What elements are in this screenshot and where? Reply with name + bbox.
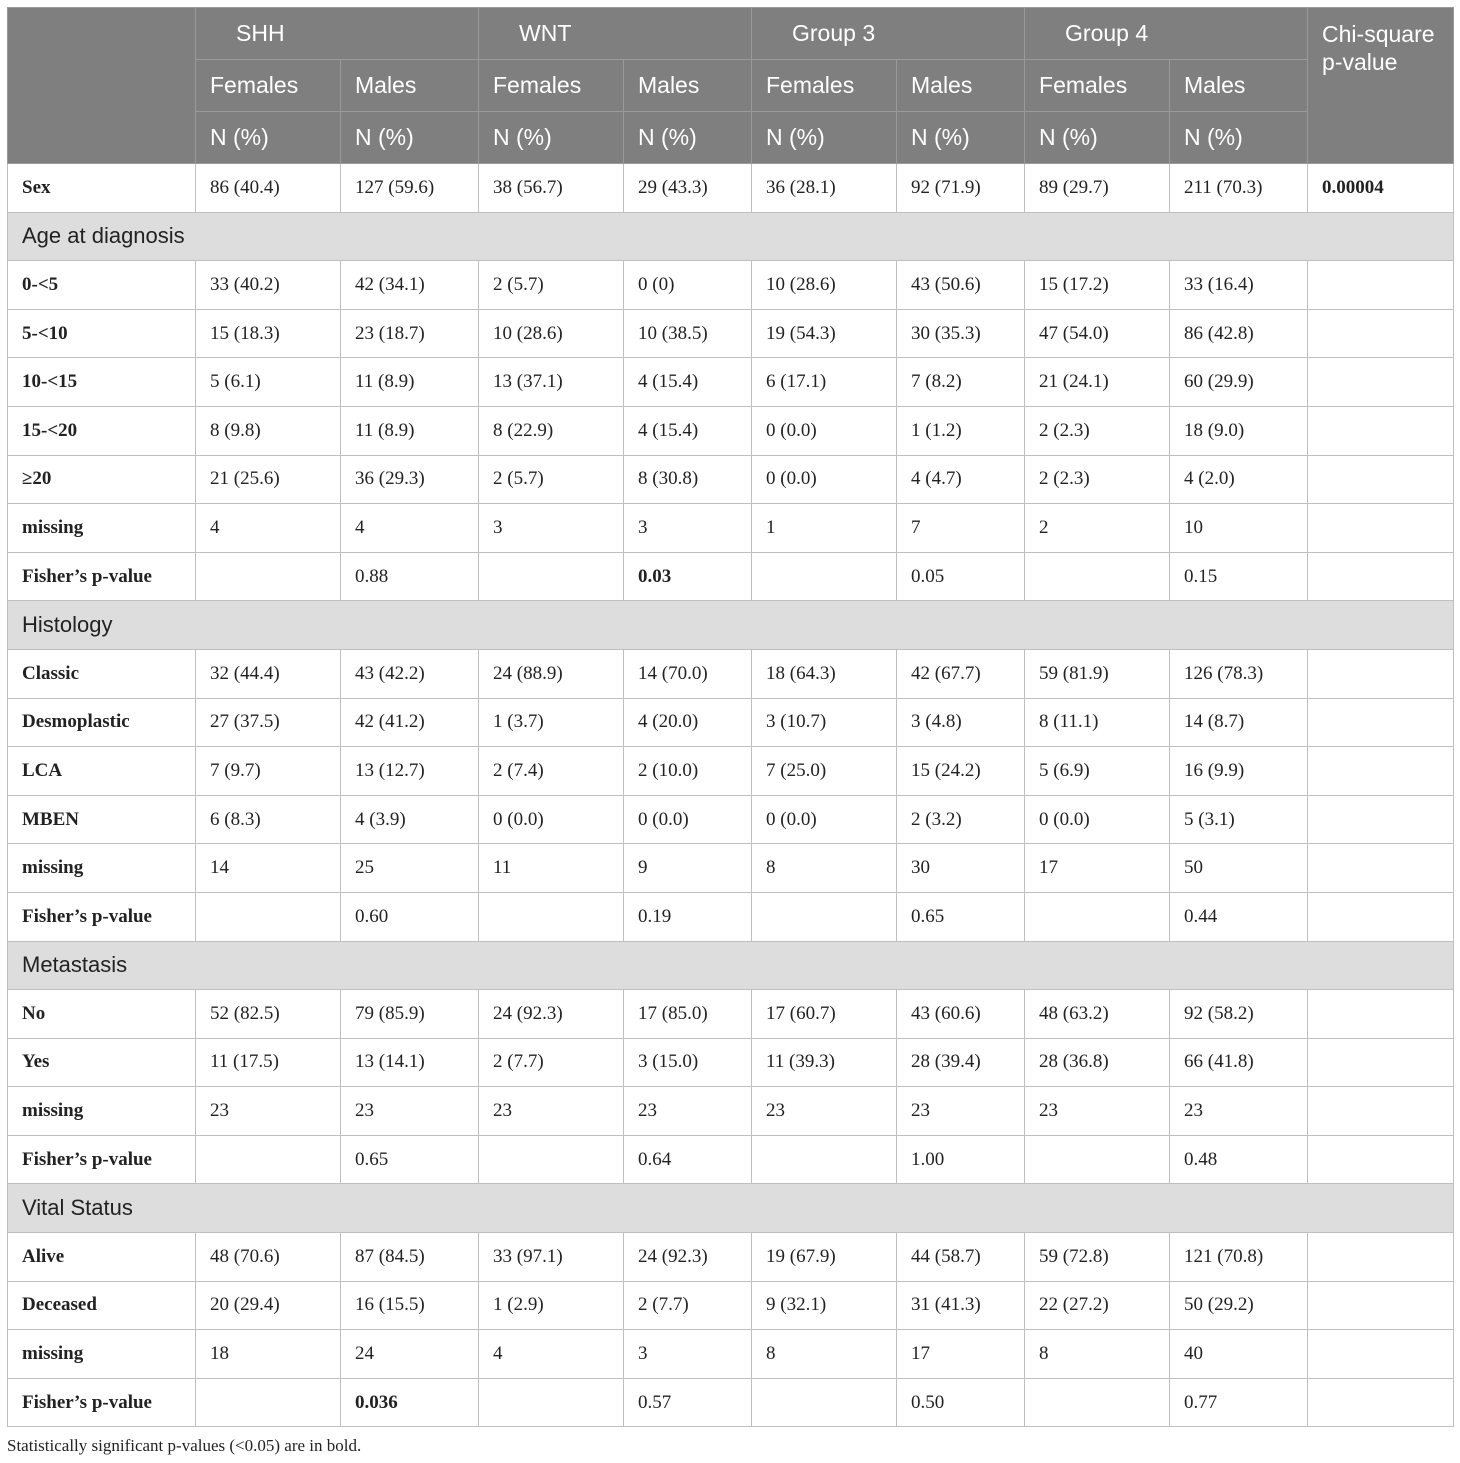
- table-cell: 33 (16.4): [1170, 261, 1308, 310]
- table-cell: 21 (24.1): [1025, 358, 1170, 407]
- table-row: [8, 1281, 1454, 1330]
- table-cell: 14 (8.7): [1170, 698, 1308, 747]
- chi-square-cell: [1308, 1233, 1454, 1282]
- sex-header: Males: [1170, 60, 1308, 112]
- table-cell: [1025, 892, 1170, 941]
- row-label: No: [8, 990, 196, 1039]
- table-cell: 8 (9.8): [196, 406, 341, 455]
- table-cell: [752, 892, 897, 941]
- table-cell: 11 (8.9): [341, 406, 479, 455]
- table-cell: 23: [1025, 1087, 1170, 1136]
- section-label: Age at diagnosis: [8, 212, 1454, 261]
- table-cell: 23: [196, 1087, 341, 1136]
- table-cell: 23: [1170, 1087, 1308, 1136]
- table-row: [8, 747, 1454, 796]
- table-cell: 4 (2.0): [1170, 455, 1308, 504]
- group-header-group3: Group 3: [752, 8, 1025, 60]
- table-cell: 43 (60.6): [897, 990, 1025, 1039]
- table-cell: [479, 1378, 624, 1427]
- table-cell: 7 (9.7): [196, 747, 341, 796]
- section-row: [8, 212, 1454, 261]
- table-cell: 42 (41.2): [341, 698, 479, 747]
- row-label: missing: [8, 504, 196, 553]
- row-label: 5-<10: [8, 309, 196, 358]
- table-cell: 28 (39.4): [897, 1038, 1025, 1087]
- chi-square-cell: [1308, 1038, 1454, 1087]
- row-label: 10-<15: [8, 358, 196, 407]
- table-cell: 5 (3.1): [1170, 795, 1308, 844]
- table-cell: 1 (1.2): [897, 406, 1025, 455]
- chi-square-cell: [1308, 552, 1454, 601]
- table-cell: 15 (17.2): [1025, 261, 1170, 310]
- table-cell: 31 (41.3): [897, 1281, 1025, 1330]
- table-cell: 13 (12.7): [341, 747, 479, 796]
- sex-header: Females: [479, 60, 624, 112]
- table-cell: 28 (36.8): [1025, 1038, 1170, 1087]
- table-cell: 86 (42.8): [1170, 309, 1308, 358]
- section-row: [8, 1184, 1454, 1233]
- chi-square-cell: [1308, 406, 1454, 455]
- table-cell: 8: [752, 844, 897, 893]
- table-cell: 24 (92.3): [624, 1233, 752, 1282]
- table-cell: 7 (8.2): [897, 358, 1025, 407]
- table-cell: 4: [479, 1330, 624, 1379]
- table-row: [8, 1233, 1454, 1282]
- chi-square-cell: [1308, 1087, 1454, 1136]
- chi-square-cell: [1308, 1330, 1454, 1379]
- table-cell: 24 (92.3): [479, 990, 624, 1039]
- chi-square-cell: [1308, 747, 1454, 796]
- section-label: Vital Status: [8, 1184, 1454, 1233]
- table-cell: 47 (54.0): [1025, 309, 1170, 358]
- table-row: [8, 698, 1454, 747]
- chi-square-cell: [1308, 358, 1454, 407]
- chi-square-cell: [1308, 1281, 1454, 1330]
- row-label: Fisher’s p-value: [8, 1378, 196, 1427]
- table-cell: 4: [196, 504, 341, 553]
- row-label: Sex: [8, 164, 196, 213]
- table-cell: [479, 892, 624, 941]
- table-cell: [1025, 1378, 1170, 1427]
- table-cell: 127 (59.6): [341, 164, 479, 213]
- table-cell: 50 (29.2): [1170, 1281, 1308, 1330]
- table-cell: 22 (27.2): [1025, 1281, 1170, 1330]
- table-cell: 33 (97.1): [479, 1233, 624, 1282]
- table-cell: 36 (28.1): [752, 164, 897, 213]
- unit-header: N (%): [196, 112, 341, 164]
- chi-square-cell: [1308, 504, 1454, 553]
- table-cell: 1 (2.9): [479, 1281, 624, 1330]
- group-header-wnt: WNT: [479, 8, 752, 60]
- table-cell: 10 (28.6): [479, 309, 624, 358]
- table-cell: 11 (8.9): [341, 358, 479, 407]
- section-label: Metastasis: [8, 941, 1454, 990]
- chi-label-line1: Chi-square: [1322, 21, 1435, 47]
- row-label: missing: [8, 1087, 196, 1136]
- table-cell: [479, 552, 624, 601]
- table-cell: 17 (60.7): [752, 990, 897, 1039]
- table-cell: 2 (5.7): [479, 455, 624, 504]
- table-cell: 89 (29.7): [1025, 164, 1170, 213]
- table-cell: 23: [897, 1087, 1025, 1136]
- table-cell: 3: [624, 1330, 752, 1379]
- table-cell: 50: [1170, 844, 1308, 893]
- table-cell: 43 (42.2): [341, 649, 479, 698]
- table-cell: 25: [341, 844, 479, 893]
- table-cell: 24 (88.9): [479, 649, 624, 698]
- table-cell: 2 (7.4): [479, 747, 624, 796]
- table-cell: 0 (0): [624, 261, 752, 310]
- table-cell: 4 (3.9): [341, 795, 479, 844]
- table-cell: 40: [1170, 1330, 1308, 1379]
- row-label: Fisher’s p-value: [8, 1135, 196, 1184]
- table-cell: 0.036: [341, 1378, 479, 1427]
- table-cell: 3: [624, 504, 752, 553]
- table-row: [8, 795, 1454, 844]
- section-row: [8, 601, 1454, 650]
- table-cell: [752, 1378, 897, 1427]
- table-row: [8, 261, 1454, 310]
- table-cell: 2 (10.0): [624, 747, 752, 796]
- table-cell: 60 (29.9): [1170, 358, 1308, 407]
- table-cell: [196, 892, 341, 941]
- chi-square-cell: [1308, 990, 1454, 1039]
- table-cell: 0.19: [624, 892, 752, 941]
- table-cell: 2 (3.2): [897, 795, 1025, 844]
- table-cell: 14 (70.0): [624, 649, 752, 698]
- unit-header: N (%): [1025, 112, 1170, 164]
- table-cell: 32 (44.4): [196, 649, 341, 698]
- table-cell: 23: [624, 1087, 752, 1136]
- table-cell: [196, 552, 341, 601]
- table-cell: 0 (0.0): [624, 795, 752, 844]
- table-cell: 0.65: [897, 892, 1025, 941]
- table-row: [8, 1087, 1454, 1136]
- table-cell: [1025, 1135, 1170, 1184]
- sex-header: Females: [752, 60, 897, 112]
- table-cell: 17: [897, 1330, 1025, 1379]
- unit-header: N (%): [897, 112, 1025, 164]
- table-cell: 4 (15.4): [624, 358, 752, 407]
- row-label: missing: [8, 1330, 196, 1379]
- sex-header: Males: [897, 60, 1025, 112]
- table-body: [8, 164, 1454, 1427]
- table-cell: 23: [752, 1087, 897, 1136]
- unit-header: N (%): [1170, 112, 1308, 164]
- section-row: [8, 941, 1454, 990]
- table-cell: 9 (32.1): [752, 1281, 897, 1330]
- table-cell: 0.64: [624, 1135, 752, 1184]
- table-cell: [752, 552, 897, 601]
- table-row: [8, 990, 1454, 1039]
- table-cell: 4 (4.7): [897, 455, 1025, 504]
- table-cell: 0.05: [897, 552, 1025, 601]
- row-label: ≥20: [8, 455, 196, 504]
- chi-square-header: [1308, 8, 1454, 164]
- table-cell: 16 (9.9): [1170, 747, 1308, 796]
- table-cell: 10 (38.5): [624, 309, 752, 358]
- table-cell: 4: [341, 504, 479, 553]
- table-cell: 79 (85.9): [341, 990, 479, 1039]
- table-cell: 2: [1025, 504, 1170, 553]
- table-cell: 6 (8.3): [196, 795, 341, 844]
- row-label: Classic: [8, 649, 196, 698]
- table-cell: 2 (5.7): [479, 261, 624, 310]
- table-cell: 10 (28.6): [752, 261, 897, 310]
- table-row: [8, 892, 1454, 941]
- table-cell: 23: [341, 1087, 479, 1136]
- table-cell: 59 (81.9): [1025, 649, 1170, 698]
- table-cell: [1025, 552, 1170, 601]
- row-label: Deceased: [8, 1281, 196, 1330]
- table-cell: 0.65: [341, 1135, 479, 1184]
- table-row: [8, 358, 1454, 407]
- table-row: [8, 455, 1454, 504]
- table-cell: 48 (63.2): [1025, 990, 1170, 1039]
- table-cell: 11: [479, 844, 624, 893]
- table-cell: 3 (4.8): [897, 698, 1025, 747]
- table-cell: 30: [897, 844, 1025, 893]
- table-row: [8, 1135, 1454, 1184]
- table-cell: 8: [752, 1330, 897, 1379]
- table-cell: 24: [341, 1330, 479, 1379]
- table-cell: 126 (78.3): [1170, 649, 1308, 698]
- table-cell: 0 (0.0): [752, 455, 897, 504]
- chi-label-line2: p-value: [1322, 49, 1398, 75]
- table-cell: 36 (29.3): [341, 455, 479, 504]
- table-cell: 8 (11.1): [1025, 698, 1170, 747]
- table-cell: 42 (67.7): [897, 649, 1025, 698]
- table-cell: 15 (24.2): [897, 747, 1025, 796]
- table-cell: 86 (40.4): [196, 164, 341, 213]
- sex-header: Males: [341, 60, 479, 112]
- table-cell: 0.03: [624, 552, 752, 601]
- table-cell: 0.88: [341, 552, 479, 601]
- row-label: 15-<20: [8, 406, 196, 455]
- table-cell: 0.44: [1170, 892, 1308, 941]
- row-label: Fisher’s p-value: [8, 892, 196, 941]
- table-cell: 1.00: [897, 1135, 1025, 1184]
- table-cell: 1 (3.7): [479, 698, 624, 747]
- table-row: [8, 649, 1454, 698]
- unit-header: N (%): [341, 112, 479, 164]
- header-corner: [8, 8, 196, 164]
- sex-header: Males: [624, 60, 752, 112]
- table-cell: 66 (41.8): [1170, 1038, 1308, 1087]
- table-cell: 4 (15.4): [624, 406, 752, 455]
- table-cell: 17 (85.0): [624, 990, 752, 1039]
- sex-header: Females: [196, 60, 341, 112]
- table-cell: 8: [1025, 1330, 1170, 1379]
- table-cell: 0 (0.0): [752, 795, 897, 844]
- row-label: Alive: [8, 1233, 196, 1282]
- table-cell: 0.48: [1170, 1135, 1308, 1184]
- table-cell: 18: [196, 1330, 341, 1379]
- table-cell: 7: [897, 504, 1025, 553]
- chi-square-cell: [1308, 698, 1454, 747]
- table-cell: 2 (7.7): [624, 1281, 752, 1330]
- table-cell: 27 (37.5): [196, 698, 341, 747]
- table-cell: [479, 1135, 624, 1184]
- table-cell: 16 (15.5): [341, 1281, 479, 1330]
- table-cell: 92 (71.9): [897, 164, 1025, 213]
- table-cell: 92 (58.2): [1170, 990, 1308, 1039]
- table-cell: 43 (50.6): [897, 261, 1025, 310]
- table-row: [8, 164, 1454, 213]
- row-label: Yes: [8, 1038, 196, 1087]
- table-cell: 17: [1025, 844, 1170, 893]
- table-cell: 0.77: [1170, 1378, 1308, 1427]
- table-cell: 23 (18.7): [341, 309, 479, 358]
- table-cell: 7 (25.0): [752, 747, 897, 796]
- table-cell: 5 (6.9): [1025, 747, 1170, 796]
- table-row: [8, 1038, 1454, 1087]
- chi-square-cell: [1308, 795, 1454, 844]
- row-label: 0-<5: [8, 261, 196, 310]
- table-cell: 0.50: [897, 1378, 1025, 1427]
- footnote: Statistically significant p-values (<0.05) are in bold.: [7, 1436, 362, 1455]
- unit-header: N (%): [624, 112, 752, 164]
- chi-square-cell: [1308, 261, 1454, 310]
- table-cell: 1: [752, 504, 897, 553]
- table-cell: 3: [479, 504, 624, 553]
- row-label: Desmoplastic: [8, 698, 196, 747]
- table-cell: 11 (39.3): [752, 1038, 897, 1087]
- table-cell: 52 (82.5): [196, 990, 341, 1039]
- table-cell: 48 (70.6): [196, 1233, 341, 1282]
- table-row: [8, 844, 1454, 893]
- data-table: [7, 7, 1454, 1427]
- chi-square-cell: [1308, 649, 1454, 698]
- sex-header: Females: [1025, 60, 1170, 112]
- group-header-shh: SHH: [196, 8, 479, 60]
- table-cell: 29 (43.3): [624, 164, 752, 213]
- table-cell: 9: [624, 844, 752, 893]
- table-cell: 19 (67.9): [752, 1233, 897, 1282]
- table-cell: 14: [196, 844, 341, 893]
- chi-square-cell: [1308, 1135, 1454, 1184]
- table-cell: 30 (35.3): [897, 309, 1025, 358]
- table-cell: [196, 1135, 341, 1184]
- unit-header: N (%): [479, 112, 624, 164]
- row-label: missing: [8, 844, 196, 893]
- table-cell: 6 (17.1): [752, 358, 897, 407]
- table-cell: 0.15: [1170, 552, 1308, 601]
- table-cell: 0 (0.0): [479, 795, 624, 844]
- row-label: LCA: [8, 747, 196, 796]
- table-cell: 19 (54.3): [752, 309, 897, 358]
- table-cell: 3 (10.7): [752, 698, 897, 747]
- row-label: Fisher’s p-value: [8, 552, 196, 601]
- group-header-group4: Group 4: [1025, 8, 1308, 60]
- table-cell: [196, 1378, 341, 1427]
- table-cell: 2 (7.7): [479, 1038, 624, 1087]
- table-cell: 211 (70.3): [1170, 164, 1308, 213]
- table-cell: 13 (14.1): [341, 1038, 479, 1087]
- table-row: [8, 406, 1454, 455]
- table-cell: 2 (2.3): [1025, 406, 1170, 455]
- table-header: [8, 8, 1454, 164]
- table-cell: 38 (56.7): [479, 164, 624, 213]
- unit-header: N (%): [752, 112, 897, 164]
- table-cell: 11 (17.5): [196, 1038, 341, 1087]
- table-cell: 42 (34.1): [341, 261, 479, 310]
- table-cell: 5 (6.1): [196, 358, 341, 407]
- table-cell: 15 (18.3): [196, 309, 341, 358]
- table-row: [8, 504, 1454, 553]
- chi-square-cell: 0.00004: [1308, 164, 1454, 213]
- section-label: Histology: [8, 601, 1454, 650]
- chi-square-cell: [1308, 844, 1454, 893]
- row-label: MBEN: [8, 795, 196, 844]
- table-row: [8, 1378, 1454, 1427]
- table-cell: 121 (70.8): [1170, 1233, 1308, 1282]
- table-cell: 8 (30.8): [624, 455, 752, 504]
- table-cell: 3 (15.0): [624, 1038, 752, 1087]
- table-row: [8, 309, 1454, 358]
- table-cell: 18 (9.0): [1170, 406, 1308, 455]
- chi-square-cell: [1308, 455, 1454, 504]
- table-cell: 13 (37.1): [479, 358, 624, 407]
- table-cell: 0.60: [341, 892, 479, 941]
- table-cell: 23: [479, 1087, 624, 1136]
- table-cell: 20 (29.4): [196, 1281, 341, 1330]
- chi-square-cell: [1308, 309, 1454, 358]
- table-cell: 2 (2.3): [1025, 455, 1170, 504]
- table-cell: 21 (25.6): [196, 455, 341, 504]
- table-cell: 59 (72.8): [1025, 1233, 1170, 1282]
- table-cell: 18 (64.3): [752, 649, 897, 698]
- table-cell: 0 (0.0): [1025, 795, 1170, 844]
- table-cell: 0 (0.0): [752, 406, 897, 455]
- table-row: [8, 552, 1454, 601]
- table-cell: 44 (58.7): [897, 1233, 1025, 1282]
- table-cell: 8 (22.9): [479, 406, 624, 455]
- table-cell: 87 (84.5): [341, 1233, 479, 1282]
- table-cell: 4 (20.0): [624, 698, 752, 747]
- table-cell: [752, 1135, 897, 1184]
- table-row: [8, 1330, 1454, 1379]
- table-cell: 10: [1170, 504, 1308, 553]
- chi-square-cell: [1308, 892, 1454, 941]
- table-cell: 33 (40.2): [196, 261, 341, 310]
- table-cell: 0.57: [624, 1378, 752, 1427]
- chi-square-cell: [1308, 1378, 1454, 1427]
